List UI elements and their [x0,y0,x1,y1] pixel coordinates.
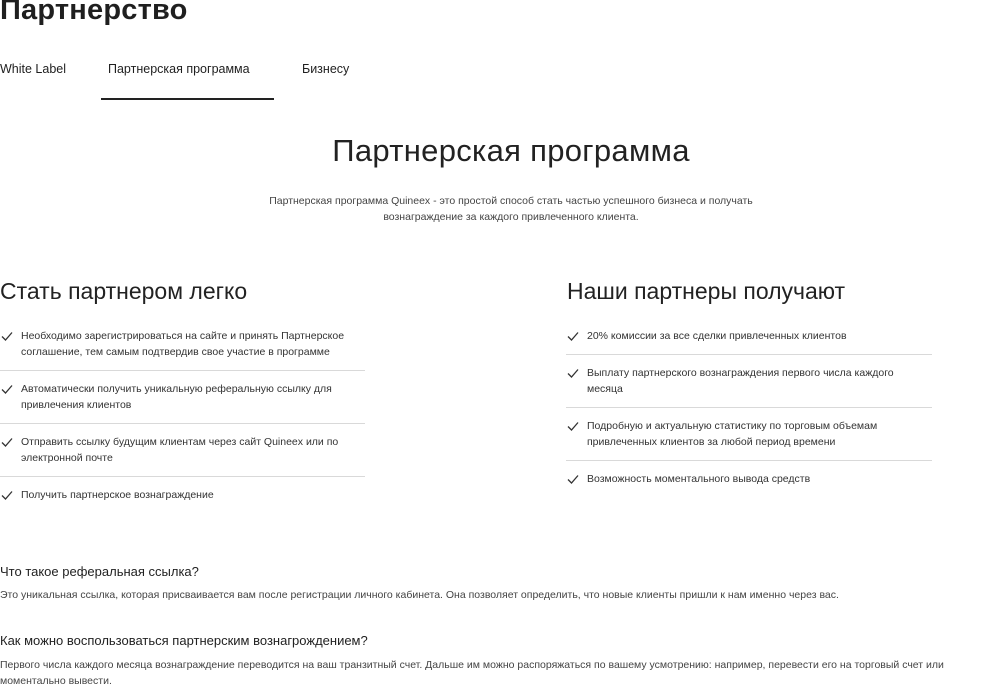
easy-steps-list [0,318,365,513]
check-icon [1,436,13,448]
section-description: Партнерская программа Quineex - это простой способ стать частью успешного бизнеса и получать вознаграждение за каждого привлеченного клиента. [269,195,753,223]
list-item [0,477,365,513]
easy-steps-title: Стать партнером легко [0,278,248,304]
check-icon [567,473,579,485]
page-title: Партнерство [0,0,188,26]
benefits-title: Наши партнеры получают [567,278,846,304]
list-item [566,408,932,461]
faq-question: Что такое реферальная ссылка? [0,564,199,579]
list-item-text: Получить партнерское вознаграждение [21,489,214,501]
tab-partner-program[interactable]: Партнерская программа [108,62,250,76]
list-item-text: Подробную и актуальную статистику по торговым объемам привлеченных клиентов за любой период времени [587,420,878,448]
faq-answer: Это уникальная ссылка, которая присваивается вам после регистрации личного кабинета. Она позволяет определить, что новые клиенты пришли к нам именно через вас. [0,589,839,601]
active-tab-indicator [101,98,274,100]
benefits-list [566,318,932,497]
list-item-text: Необходимо зарегистрироваться на сайте и принять Партнерское соглашение, тем самым подтвердив свое участие в программе [21,330,345,358]
list-item-text: Выплату партнерского вознаграждения первого числа каждого месяца [587,367,894,395]
list-item [566,461,932,497]
list-item [566,355,932,408]
check-icon [1,383,13,395]
list-item-text: Автоматически получить уникальную реферальную ссылку для привлечения клиентов [21,383,332,411]
list-item-text: Возможность моментального вывода средств [587,473,811,485]
section-title: Партнерская программа [332,133,690,168]
check-icon [1,489,13,501]
faq-question: Как можно воспользоваться партнерским вознагрождением? [0,633,368,648]
list-item [0,424,365,477]
list-item [0,318,365,371]
check-icon [567,330,579,342]
check-icon [567,367,579,379]
check-icon [1,330,13,342]
list-item-text: 20% комиссии за все сделки привлеченных клиентов [587,330,847,342]
list-item [0,371,365,424]
list-item [566,318,932,355]
tab-bar [0,62,400,100]
check-icon [567,420,579,432]
tab-business[interactable]: Бизнесу [302,62,350,76]
faq-answer: Первого числа каждого месяца вознаграждение переводится на ваш транзитный счет. Дальше им можно распоряжаться по вашему усмотрению: например, перевести его на торговый счет или моментально вывести. [0,659,944,685]
list-item-text: Отправить ссылку будущим клиентам через сайт Quineex или по электронной почте [21,436,339,464]
tab-white-label[interactable]: White Label [0,62,67,76]
